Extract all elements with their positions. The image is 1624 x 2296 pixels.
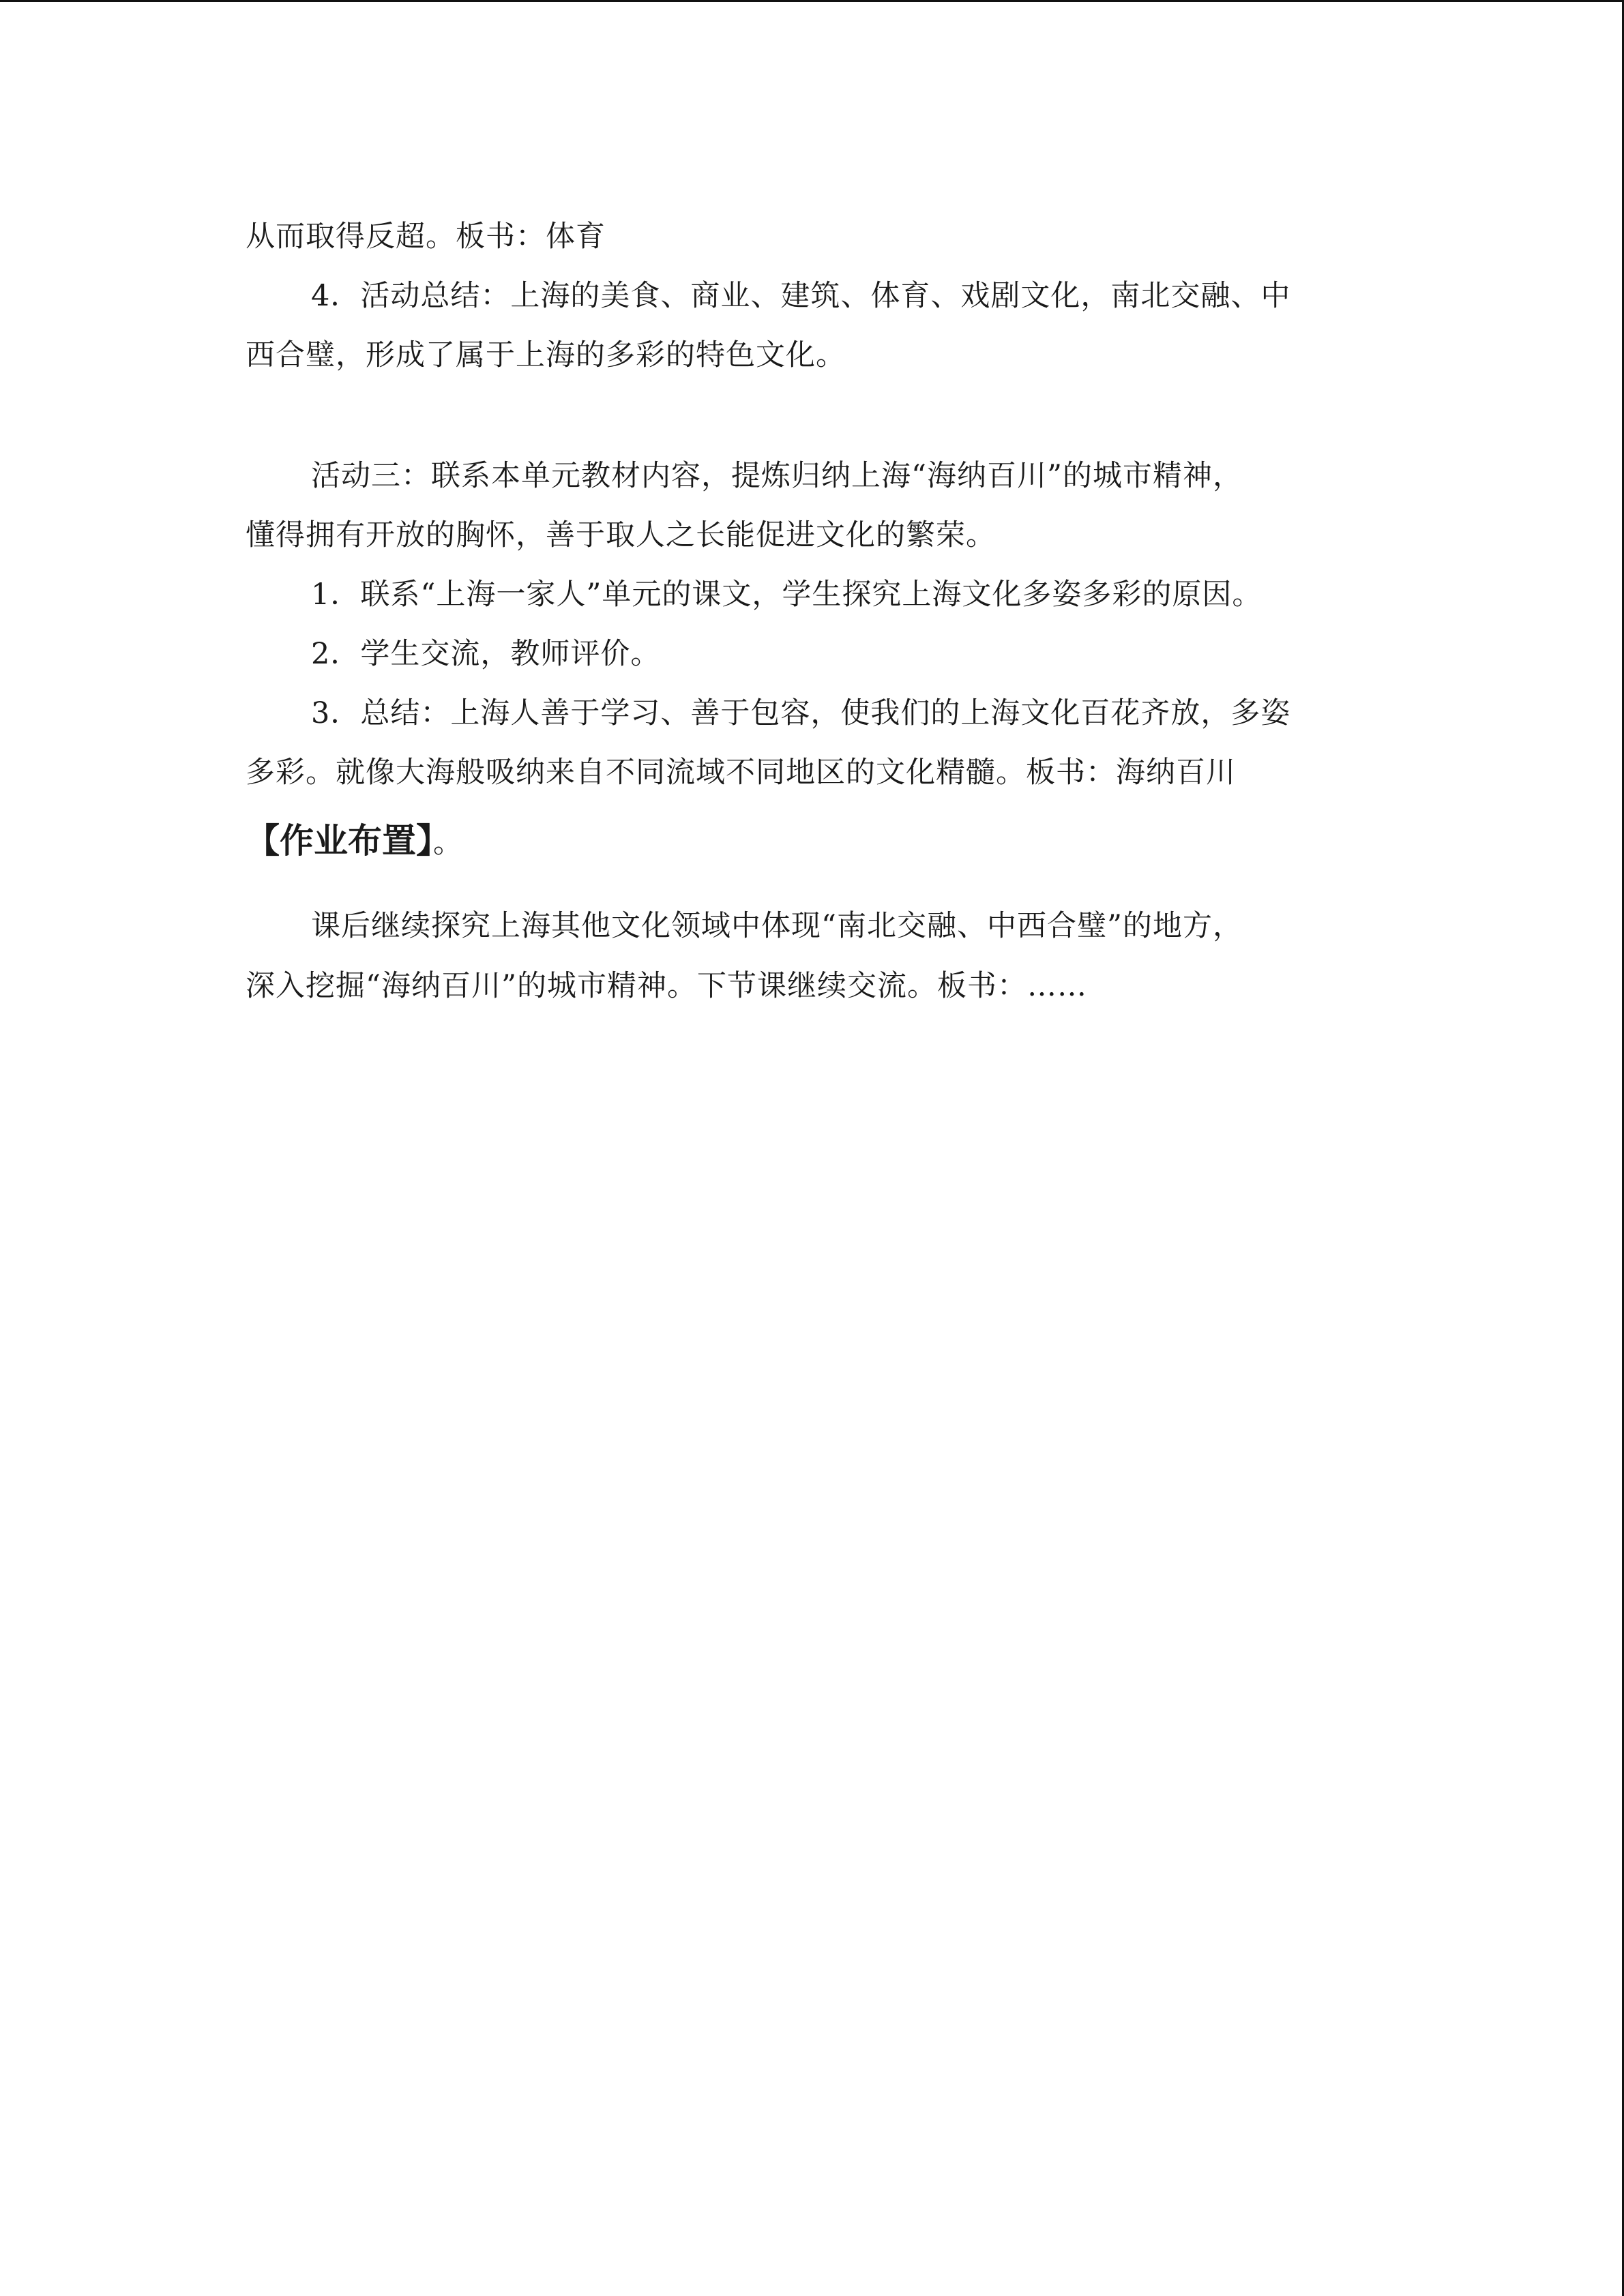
step-2-line: 2．学生交流，教师评价。 [311, 637, 661, 671]
homework-line-2: 深入挖掘“海纳百川”的城市精神。下节课继续交流。板书：…… [246, 969, 1087, 1003]
paragraph-continuation: 从而取得反超。板书：体育 [246, 220, 606, 254]
activity-three-line-2: 懂得拥有开放的胸怀，善于取人之长能促进文化的繁荣。 [246, 518, 996, 552]
activity-summary-line-1: 4．活动总结：上海的美食、商业、建筑、体育、戏剧文化，南北交融、中 [311, 279, 1291, 313]
step-3-line-2: 多彩。就像大海般吸纳来自不同流域不同地区的文化精髓。板书：海纳百川 [246, 756, 1236, 790]
homework-heading [246, 819, 462, 865]
homework-heading-text: 【作业布置】 [246, 821, 433, 861]
step-1-line: 1．联系“上海一家人”单元的课文，学生探究上海文化多姿多彩的原因。 [311, 578, 1263, 612]
activity-three-line-1: 活动三：联系本单元教材内容，提炼归纳上海“海纳百川”的城市精神， [311, 459, 1243, 493]
activity-summary-line-2: 西合璧，形成了属于上海的多彩的特色文化。 [246, 338, 846, 372]
homework-line-1: 课后继续探究上海其他文化领域中体现“南北交融、中西合璧”的地方， [311, 909, 1243, 943]
homework-heading-period: 。 [433, 826, 462, 860]
step-3-line-1: 3．总结：上海人善于学习、善于包容，使我们的上海文化百花齐放，多姿 [311, 696, 1291, 730]
